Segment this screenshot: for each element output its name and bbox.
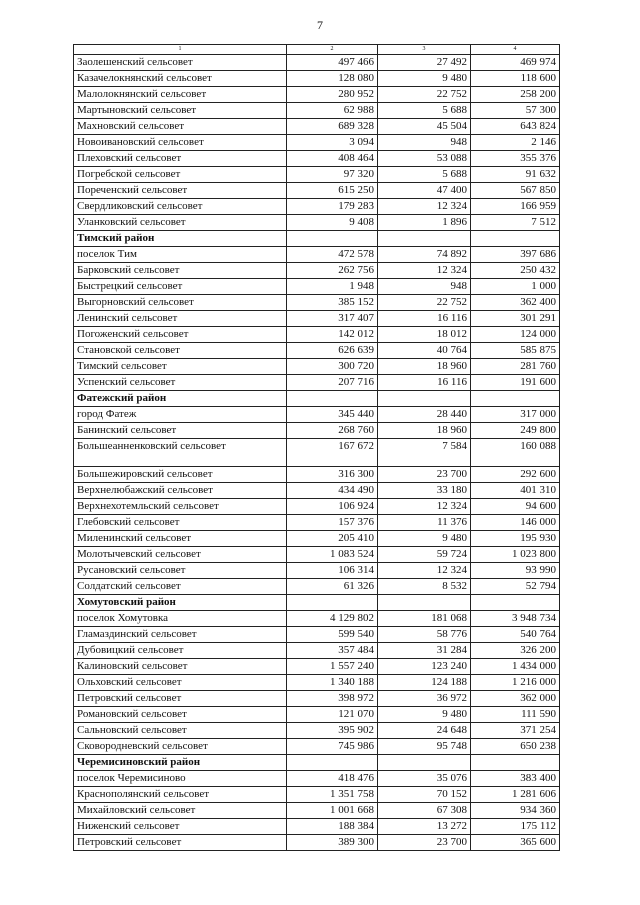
municipality-name: поселок Тим xyxy=(74,247,287,263)
value-col-4: 258 200 xyxy=(471,87,560,103)
value-col-3 xyxy=(378,595,471,611)
municipality-name: Пореченский сельсовет xyxy=(74,183,287,199)
district-name: Тимский район xyxy=(74,231,287,247)
municipality-name: Становской сельсовет xyxy=(74,343,287,359)
value-col-4: 365 600 xyxy=(471,835,560,851)
value-col-3: 53 088 xyxy=(378,151,471,167)
value-total: 268 760 xyxy=(287,423,378,439)
table-row xyxy=(74,247,560,263)
value-col-3: 12 324 xyxy=(378,499,471,515)
municipality-name: Погоженский сельсовет xyxy=(74,327,287,343)
value-col-4: 195 930 xyxy=(471,531,560,547)
municipality-name: Махновский сельсовет xyxy=(74,119,287,135)
value-total: 3 094 xyxy=(287,135,378,151)
value-col-3 xyxy=(378,391,471,407)
value-col-4: 160 088 xyxy=(471,439,560,467)
value-col-3: 22 752 xyxy=(378,87,471,103)
value-col-4: 94 600 xyxy=(471,499,560,515)
value-col-4: 585 875 xyxy=(471,343,560,359)
value-col-3: 9 480 xyxy=(378,531,471,547)
value-col-3: 9 480 xyxy=(378,71,471,87)
value-col-3: 23 700 xyxy=(378,835,471,851)
value-total: 745 986 xyxy=(287,739,378,755)
value-total: 106 314 xyxy=(287,563,378,579)
value-col-4: 1 281 606 xyxy=(471,787,560,803)
header-col-2: 2 xyxy=(287,45,378,55)
municipality-name: Плеховский сельсовет xyxy=(74,151,287,167)
value-col-3: 123 240 xyxy=(378,659,471,675)
value-col-3: 1 896 xyxy=(378,215,471,231)
value-total: 398 972 xyxy=(287,691,378,707)
value-total: 434 490 xyxy=(287,483,378,499)
municipality-name: Ольховский сельсовет xyxy=(74,675,287,691)
value-col-4: 281 760 xyxy=(471,359,560,375)
municipality-name: Романовский сельсовет xyxy=(74,707,287,723)
table-row xyxy=(74,423,560,439)
value-col-4 xyxy=(471,391,560,407)
district-row xyxy=(74,595,560,611)
value-col-3: 124 188 xyxy=(378,675,471,691)
table-row xyxy=(74,167,560,183)
table-row xyxy=(74,295,560,311)
municipality-name: поселок Черемисиново xyxy=(74,771,287,787)
value-col-3: 7 584 xyxy=(378,439,471,467)
value-col-3: 12 324 xyxy=(378,199,471,215)
table-row xyxy=(74,787,560,803)
value-total: 497 466 xyxy=(287,55,378,71)
value-col-3: 40 764 xyxy=(378,343,471,359)
budget-table xyxy=(73,44,560,851)
value-col-4: 111 590 xyxy=(471,707,560,723)
district-row xyxy=(74,391,560,407)
table-row xyxy=(74,311,560,327)
municipality-name: Ниженский сельсовет xyxy=(74,819,287,835)
table-row xyxy=(74,55,560,71)
value-col-4: 371 254 xyxy=(471,723,560,739)
table-row xyxy=(74,439,560,467)
value-col-3: 74 892 xyxy=(378,247,471,263)
municipality-name: Верхнелюбажский сельсовет xyxy=(74,483,287,499)
municipality-name: Успенский сельсовет xyxy=(74,375,287,391)
value-col-4: 1 216 000 xyxy=(471,675,560,691)
value-col-3: 28 440 xyxy=(378,407,471,423)
value-col-3: 18 960 xyxy=(378,359,471,375)
district-name: Черемисиновский район xyxy=(74,755,287,771)
value-col-4 xyxy=(471,595,560,611)
municipality-name: Солдатский сельсовет xyxy=(74,579,287,595)
value-total: 142 012 xyxy=(287,327,378,343)
value-total: 385 152 xyxy=(287,295,378,311)
value-col-4: 52 794 xyxy=(471,579,560,595)
value-col-4: 317 000 xyxy=(471,407,560,423)
value-col-3 xyxy=(378,231,471,247)
value-col-4: 3 948 734 xyxy=(471,611,560,627)
value-col-4: 397 686 xyxy=(471,247,560,263)
value-col-3: 70 152 xyxy=(378,787,471,803)
header-col-3: 3 xyxy=(378,45,471,55)
header-col-1: 1 xyxy=(74,45,287,55)
municipality-name: Казачелокнянский сельсовет xyxy=(74,71,287,87)
municipality-name: Мартыновский сельсовет xyxy=(74,103,287,119)
table-row xyxy=(74,739,560,755)
value-col-4: 326 200 xyxy=(471,643,560,659)
value-col-4: 934 360 xyxy=(471,803,560,819)
table-row xyxy=(74,467,560,483)
table-row xyxy=(74,659,560,675)
value-col-3 xyxy=(378,755,471,771)
value-col-4: 7 512 xyxy=(471,215,560,231)
municipality-name: Большежировский сельсовет xyxy=(74,467,287,483)
table-row xyxy=(74,563,560,579)
table-row xyxy=(74,199,560,215)
value-col-4: 93 990 xyxy=(471,563,560,579)
value-col-3: 9 480 xyxy=(378,707,471,723)
value-col-4: 362 400 xyxy=(471,295,560,311)
page-number: 7 xyxy=(317,18,323,32)
district-row xyxy=(74,231,560,247)
municipality-name: Тимский сельсовет xyxy=(74,359,287,375)
value-total: 357 484 xyxy=(287,643,378,659)
municipality-name: Ленинский сельсовет xyxy=(74,311,287,327)
municipality-name: Большеанненковский сельсовет xyxy=(74,439,287,467)
value-col-3: 59 724 xyxy=(378,547,471,563)
municipality-name: Молотычевский сельсовет xyxy=(74,547,287,563)
value-col-4: 1 000 xyxy=(471,279,560,295)
value-total: 1 557 240 xyxy=(287,659,378,675)
table-row xyxy=(74,327,560,343)
municipality-name: Гламаздинский сельсовет xyxy=(74,627,287,643)
municipality-name: Выгорновский сельсовет xyxy=(74,295,287,311)
municipality-name: Сальновский сельсовет xyxy=(74,723,287,739)
municipality-name: Верхнехотемльский сельсовет xyxy=(74,499,287,515)
value-total: 408 464 xyxy=(287,151,378,167)
value-col-4: 650 238 xyxy=(471,739,560,755)
value-total: 121 070 xyxy=(287,707,378,723)
value-total: 61 326 xyxy=(287,579,378,595)
value-col-3: 5 688 xyxy=(378,167,471,183)
municipality-name: Дубовицкий сельсовет xyxy=(74,643,287,659)
value-col-4: 191 600 xyxy=(471,375,560,391)
value-total: 615 250 xyxy=(287,183,378,199)
value-total: 106 924 xyxy=(287,499,378,515)
value-col-3: 12 324 xyxy=(378,263,471,279)
value-col-4: 362 000 xyxy=(471,691,560,707)
value-total xyxy=(287,231,378,247)
value-total: 389 300 xyxy=(287,835,378,851)
table-body xyxy=(74,55,560,851)
municipality-name: Новоивановский сельсовет xyxy=(74,135,287,151)
table-row xyxy=(74,803,560,819)
value-total xyxy=(287,755,378,771)
table-row xyxy=(74,375,560,391)
table-row xyxy=(74,215,560,231)
table-row xyxy=(74,119,560,135)
value-col-4: 175 112 xyxy=(471,819,560,835)
table-row xyxy=(74,183,560,199)
municipality-name: Банинский сельсовет xyxy=(74,423,287,439)
table-row xyxy=(74,611,560,627)
municipality-name: Калиновский сельсовет xyxy=(74,659,287,675)
value-col-3: 45 504 xyxy=(378,119,471,135)
municipality-name: Глебовский сельсовет xyxy=(74,515,287,531)
district-name: Фатежский район xyxy=(74,391,287,407)
value-col-3: 27 492 xyxy=(378,55,471,71)
value-col-3: 13 272 xyxy=(378,819,471,835)
municipality-name: Заолешенский сельсовет xyxy=(74,55,287,71)
header-col-4: 4 xyxy=(471,45,560,55)
municipality-name: Михайловский сельсовет xyxy=(74,803,287,819)
value-col-4: 249 800 xyxy=(471,423,560,439)
value-col-3: 47 400 xyxy=(378,183,471,199)
value-col-4: 250 432 xyxy=(471,263,560,279)
value-col-4: 118 600 xyxy=(471,71,560,87)
value-total: 316 300 xyxy=(287,467,378,483)
value-col-4: 166 959 xyxy=(471,199,560,215)
table-row xyxy=(74,263,560,279)
district-name: Хомутовский район xyxy=(74,595,287,611)
value-col-3: 36 972 xyxy=(378,691,471,707)
value-total: 599 540 xyxy=(287,627,378,643)
municipality-name: Быстрецкий сельсовет xyxy=(74,279,287,295)
value-total: 418 476 xyxy=(287,771,378,787)
value-total: 317 407 xyxy=(287,311,378,327)
table-row xyxy=(74,407,560,423)
value-col-4: 540 764 xyxy=(471,627,560,643)
municipality-name: Миленинский сельсовет xyxy=(74,531,287,547)
value-total: 62 988 xyxy=(287,103,378,119)
table-row xyxy=(74,579,560,595)
table-row xyxy=(74,483,560,499)
value-col-4: 124 000 xyxy=(471,327,560,343)
value-total: 179 283 xyxy=(287,199,378,215)
value-total: 205 410 xyxy=(287,531,378,547)
municipality-name: Барковский сельсовет xyxy=(74,263,287,279)
table-row xyxy=(74,71,560,87)
value-total: 188 384 xyxy=(287,819,378,835)
value-col-3: 67 308 xyxy=(378,803,471,819)
table-row xyxy=(74,359,560,375)
value-col-3: 58 776 xyxy=(378,627,471,643)
value-total: 345 440 xyxy=(287,407,378,423)
value-col-3: 12 324 xyxy=(378,563,471,579)
table-row xyxy=(74,87,560,103)
municipality-name: Краснополянский сельсовет xyxy=(74,787,287,803)
value-col-4: 2 146 xyxy=(471,135,560,151)
municipality-name: Малолокнянский сельсовет xyxy=(74,87,287,103)
value-col-3: 35 076 xyxy=(378,771,471,787)
table-row xyxy=(74,643,560,659)
value-total: 167 672 xyxy=(287,439,378,467)
value-col-3: 8 532 xyxy=(378,579,471,595)
value-total: 300 720 xyxy=(287,359,378,375)
municipality-name: город Фатеж xyxy=(74,407,287,423)
table-row xyxy=(74,675,560,691)
value-col-4: 146 000 xyxy=(471,515,560,531)
table-row xyxy=(74,151,560,167)
district-row xyxy=(74,755,560,771)
table-row xyxy=(74,499,560,515)
value-total: 9 408 xyxy=(287,215,378,231)
value-col-3: 18 960 xyxy=(378,423,471,439)
table-row xyxy=(74,279,560,295)
value-col-3: 22 752 xyxy=(378,295,471,311)
value-total: 262 756 xyxy=(287,263,378,279)
value-col-4: 91 632 xyxy=(471,167,560,183)
table-row xyxy=(74,835,560,851)
table-row xyxy=(74,771,560,787)
value-col-4: 643 824 xyxy=(471,119,560,135)
value-total: 1 948 xyxy=(287,279,378,295)
value-col-3: 18 012 xyxy=(378,327,471,343)
municipality-name: Сковородневский сельсовет xyxy=(74,739,287,755)
value-total: 280 952 xyxy=(287,87,378,103)
value-col-3: 11 376 xyxy=(378,515,471,531)
value-col-4: 1 434 000 xyxy=(471,659,560,675)
municipality-name: Петровский сельсовет xyxy=(74,691,287,707)
value-col-4 xyxy=(471,231,560,247)
value-col-3: 16 116 xyxy=(378,311,471,327)
municipality-name: Свердликовский сельсовет xyxy=(74,199,287,215)
value-col-3: 31 284 xyxy=(378,643,471,659)
municipality-name: Погребской сельсовет xyxy=(74,167,287,183)
value-col-3: 95 748 xyxy=(378,739,471,755)
table-row xyxy=(74,515,560,531)
value-col-4 xyxy=(471,755,560,771)
value-total: 395 902 xyxy=(287,723,378,739)
table-row xyxy=(74,135,560,151)
value-col-3: 23 700 xyxy=(378,467,471,483)
value-total: 4 129 802 xyxy=(287,611,378,627)
value-total: 97 320 xyxy=(287,167,378,183)
value-col-3: 24 648 xyxy=(378,723,471,739)
value-col-3: 16 116 xyxy=(378,375,471,391)
municipality-name: Русановский сельсовет xyxy=(74,563,287,579)
value-col-3: 5 688 xyxy=(378,103,471,119)
value-total: 128 080 xyxy=(287,71,378,87)
value-col-4: 1 023 800 xyxy=(471,547,560,563)
table-row xyxy=(74,531,560,547)
value-total: 207 716 xyxy=(287,375,378,391)
table-row xyxy=(74,723,560,739)
municipality-name: Уланковский сельсовет xyxy=(74,215,287,231)
table-row xyxy=(74,707,560,723)
municipality-name: Петровский сельсовет xyxy=(74,835,287,851)
table-row xyxy=(74,819,560,835)
value-total: 1 083 524 xyxy=(287,547,378,563)
value-total: 1 340 188 xyxy=(287,675,378,691)
value-total: 1 351 758 xyxy=(287,787,378,803)
value-total: 689 328 xyxy=(287,119,378,135)
municipality-name: поселок Хомутовка xyxy=(74,611,287,627)
value-col-3: 948 xyxy=(378,135,471,151)
table-row xyxy=(74,691,560,707)
value-total: 1 001 668 xyxy=(287,803,378,819)
value-col-4: 383 400 xyxy=(471,771,560,787)
table-row xyxy=(74,547,560,563)
value-col-3: 33 180 xyxy=(378,483,471,499)
value-total xyxy=(287,391,378,407)
value-total: 157 376 xyxy=(287,515,378,531)
value-total: 626 639 xyxy=(287,343,378,359)
header-row xyxy=(74,45,560,55)
table-row xyxy=(74,343,560,359)
value-col-4: 469 974 xyxy=(471,55,560,71)
table-row xyxy=(74,103,560,119)
table-row xyxy=(74,627,560,643)
value-total: 472 578 xyxy=(287,247,378,263)
value-col-4: 57 300 xyxy=(471,103,560,119)
value-col-4: 567 850 xyxy=(471,183,560,199)
value-total xyxy=(287,595,378,611)
value-col-4: 355 376 xyxy=(471,151,560,167)
value-col-4: 301 291 xyxy=(471,311,560,327)
value-col-3: 181 068 xyxy=(378,611,471,627)
value-col-4: 292 600 xyxy=(471,467,560,483)
value-col-4: 401 310 xyxy=(471,483,560,499)
value-col-3: 948 xyxy=(378,279,471,295)
